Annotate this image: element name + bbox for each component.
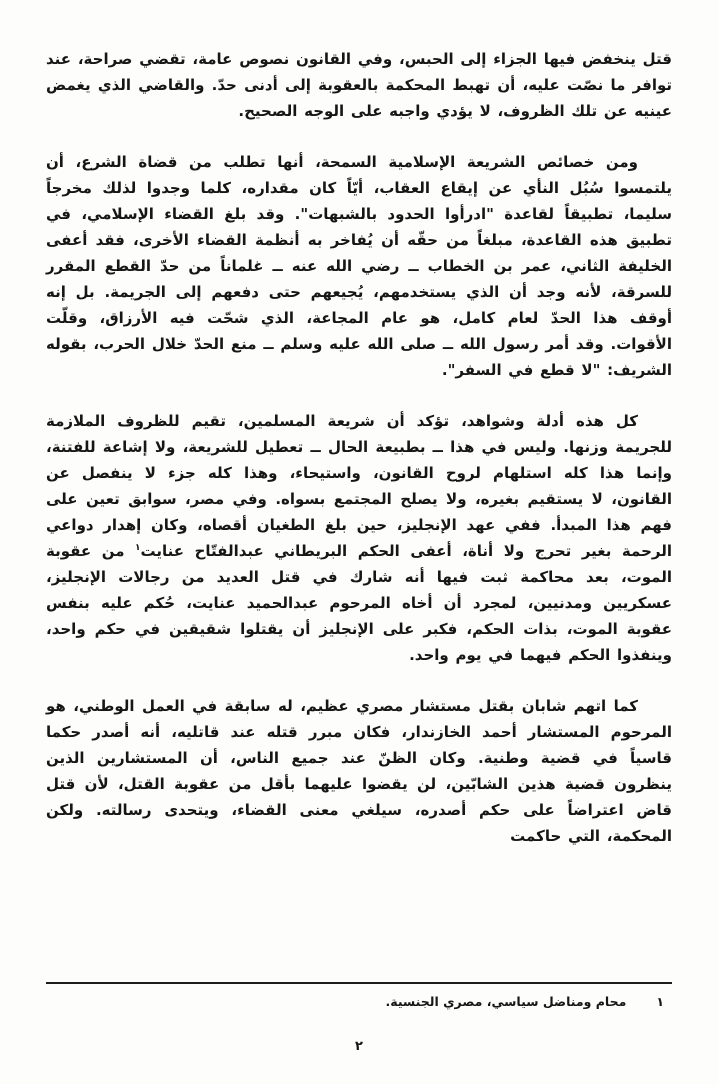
body-paragraph: كما اتهم شابان بقتل مستشار مصري عظيم، له سابقة في العمل الوطني، هو المرحوم المستشار أحمد الخازندار، فكان مبرر قتله عند قاتليه، أنه أصدر حكما قاسياً في قضية وطنية. وكان الظنّ عند جميع الناس، أن المستشارين الذين ينظرون قضية هذين الشابّين، لن يقضوا عليهما بأقل من عقوبة القتل، لأن قتل قاض اعتراضاً على حكم أصدره، سيلغي معنى القضاء، ويتحدى رسالته. ولكن المحكمة، التي حاكمت [46,697,672,845]
paragraph-text: كل هذه أدلة وشواهد، تؤكد أن شريعة المسلمين، تقيم للظروف الملازمة للجريمة وزنها. وليس في هذا ــ بطبيعة الحال ــ تعطيل للشريعة، ولا إشاعة للفتنة، وإنما هذا كله استلهام لروح القانون، واستيحاء، وهذا كله جزء لا ينفصل عن القانون، لا يستقيم بغيره، ولا يصلح المجتمع بسواه. وفي مصر، سوابق تعين على فهم هذا المبدأ. ففي عهد الإنجليز، حين بلغ الطغيان أقصاه، وكان إهدار دواعي الرحمة بغير تحرج ولا أناة، أعفى الحكم البريطاني عبدالفتّاح عنايت [46,412,673,560]
footnote-separator [46,982,672,984]
body-paragraph: قتل ينخفض فيها الجزاء إلى الحبس، وفي القانون نصوص عامة، تقضي صراحة، عند توافر ما نصّت عليه، أن تهبط المحكمة بالعقوبة إلى أدنى حدّ. والقاضي الذي يغمض عينيه عن تلك الظروف، لا يؤدي واجبه على الوجه الصحيح. [46,50,672,120]
page-number: ٢ [355,1039,363,1054]
paragraph-text: من عقوبة الموت، بعد محاكمة ثبت فيها أنه شارك في قتل العديد من رجالات الإنجليز، عسكريين ومدنيين، لمجرد أن أخاه المرحوم عبدالحميد عنايت، حُكم عليه بنفس عقوبة الموت، بذات الحكم، فكبر على الإنجليز أن يقتلوا شقيقين في حكم واحد، وينفذوا الحكم فيهما في يوم واحد. [46,542,672,664]
footnote-reference: ١ [135,543,141,553]
footnote [46,993,672,1011]
body-paragraph: ومن خصائص الشريعة الإسلامية السمحة، أنها تطلب من قضاة الشرع، أن يلتمسوا سُبُل النأي عن إيقاع العقاب، أيّاً كان مقداره، كلما وجدوا لذلك مخرجاً سليما، تطبيقاً لقاعدة "ادرأوا الحدود بالشبهات". وقد بلغ القضاء الإسلامي، في تطبيق هذه القاعدة، مبلغاً من حقّه أن يُفاخر به أنظمة القضاء الأخرى، فقد أعفى الخليفة الثاني، عمر بن الخطاب ــ رضي الله عنه ــ غلماناً من حدّ القطع المقرر للسرقة، لأنه وجد أن الذي يستخدمهم، يُجيعهم حتى دفعهم إلى الجريمة. بل إنه أوقف هذا الحدّ لعام كامل، هو عام المجاعة، الذي شحّت فيه الأرزاق، وقلّت الأقوات. وقد أمر رسول الله ــ صلى الله عليه وسلم ــ منع الحدّ خلال الحرب، بقوله الشريف: "لا قطع في السفر". [46,153,672,379]
footnote-number: ١ [656,994,664,1009]
body-text [46,46,672,849]
body-paragraph [46,408,672,668]
footnote-area [46,982,672,1011]
footnote-text: محام ومناضل سياسي، مصري الجنسية. [385,994,627,1009]
